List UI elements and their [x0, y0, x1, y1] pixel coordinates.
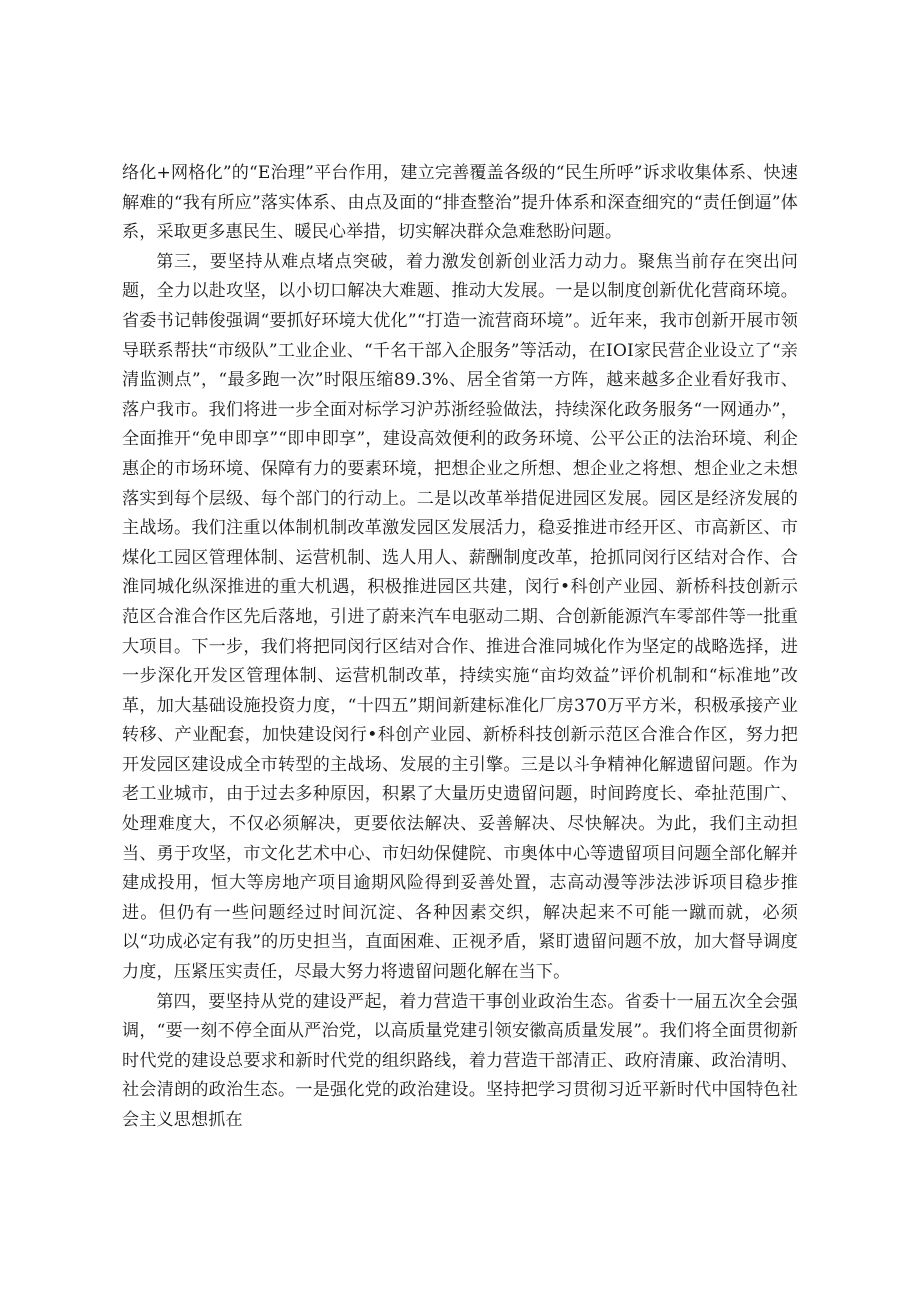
document-body	[122, 159, 798, 1136]
paragraph-fourth-point: 第四，要坚持从党的建设严起，着力营造干事创业政治生态。省委十一届五次全会强调，“要一刻不停全面从严治党，以高质量党建引领安徽高质量发展”。我们将全面贯彻新时代党的建设总要求和新时代党的组织路线，着力营造干部清正、政府清廉、政治清明、社会清朗的政治生态。一是强化党的政治建设。坚持把学习贯彻习近平新时代中国特色社会主义思想抓在	[122, 991, 798, 1130]
paragraph-third-point: 第三，要坚持从难点堵点突破，着力激发创新创业活力动力。聚焦当前存在突出问题，全力以赴攻坚，以小切口解决大难题、推动大发展。一是以制度创新优化营商环境。省委书记韩俊强调“要抓好环境大优化”“打造一流营商环境”。近年来，我市创新开展市领导联系帮扶“市级队”工业企业、“千名干部入企服务”等活动，在IOI家民营企业设立了“亲清监测点”，“最多跑一次”时限压缩89.3%、居全省第一方阵，越来越多企业看好我市、落户我市。我们将进一步全面对标学习沪苏浙经验做法，持续深化政务服务“一网通办”，全面推开“免申即享”“即申即享”，建设高效便利的政务环境、公平公正的法治环境、利企惠企的市场环境、保障有力的要素环境，把想企业之所想、想企业之将想、想企业之未想落实到每个层级、每个部门的行动上。二是以改革举措促进园区发展。园区是经济发展的主战场。我们注重以体制机制改革激发园区发展活力，稳妥推进市经开区、市高新区、市煤化工园区管理体制、运营机制、选人用人、薪酬制度改革，抢抓同闵行区结对合作、合淮同城化纵深推进的重大机遇，积极推进园区共建，闵行•科创产业园、新桥科技创新示范区合淮合作区先后落地，引进了蔚来汽车电驱动二期、合创新能源汽车零部件等一批重大项目。下一步，我们将把同闵行区结对合作、推进合淮同城化作为坚定的战略选择，进一步深化开发区管理体制、运营机制改革，持续实施“亩均效益”评价机制和“标准地”改革，加大基础设施投资力度，“十四五”期间新建标准化厂房370万平方米，积极承接产业转移、产业配套，加快建设闵行•科创产业园、新桥科技创新示范区合淮合作区，努力把开发园区建设成全市转型的主战场、发展的主引擎。三是以斗争精神化解遗留问题。作为老工业城市，由于过去多种原因，积累了大量历史遗留问题，时间跨度长、牵扯范围广、处理难度大，不仅必须解决，更要依法解决、妥善解决、尽快解决。为此，我们主动担当、勇于攻坚，市文化艺术中心、市妇幼保健院、市奥体中心等遗留项目问题全部化解并建成投用，恒大等房地产项目逾期风险得到妥善处置，志高动漫等涉法涉诉项目稳步推进。但仍有一些问题经过时间沉淀、各种因素交织，解决起来不可能一蹴而就，必须以“功成必定有我”的历史担当，直面困难、正视矛盾，紧盯遗留问题不放，加大督导调度力度，压紧压实责任，尽最大努力将遗留问题化解在当下。	[122, 251, 798, 983]
paragraph-continued: 络化+网格化”的“E治理”平台作用，建立完善覆盖各级的“民生所呼”诉求收集体系、快速解难的“我有所应”落实体系、由点及面的“排查整治”提升体系和深查细究的“责任倒逼”体系，采取更多惠民生、暖民心举措，切实解决群众急难愁盼问题。	[122, 163, 798, 243]
